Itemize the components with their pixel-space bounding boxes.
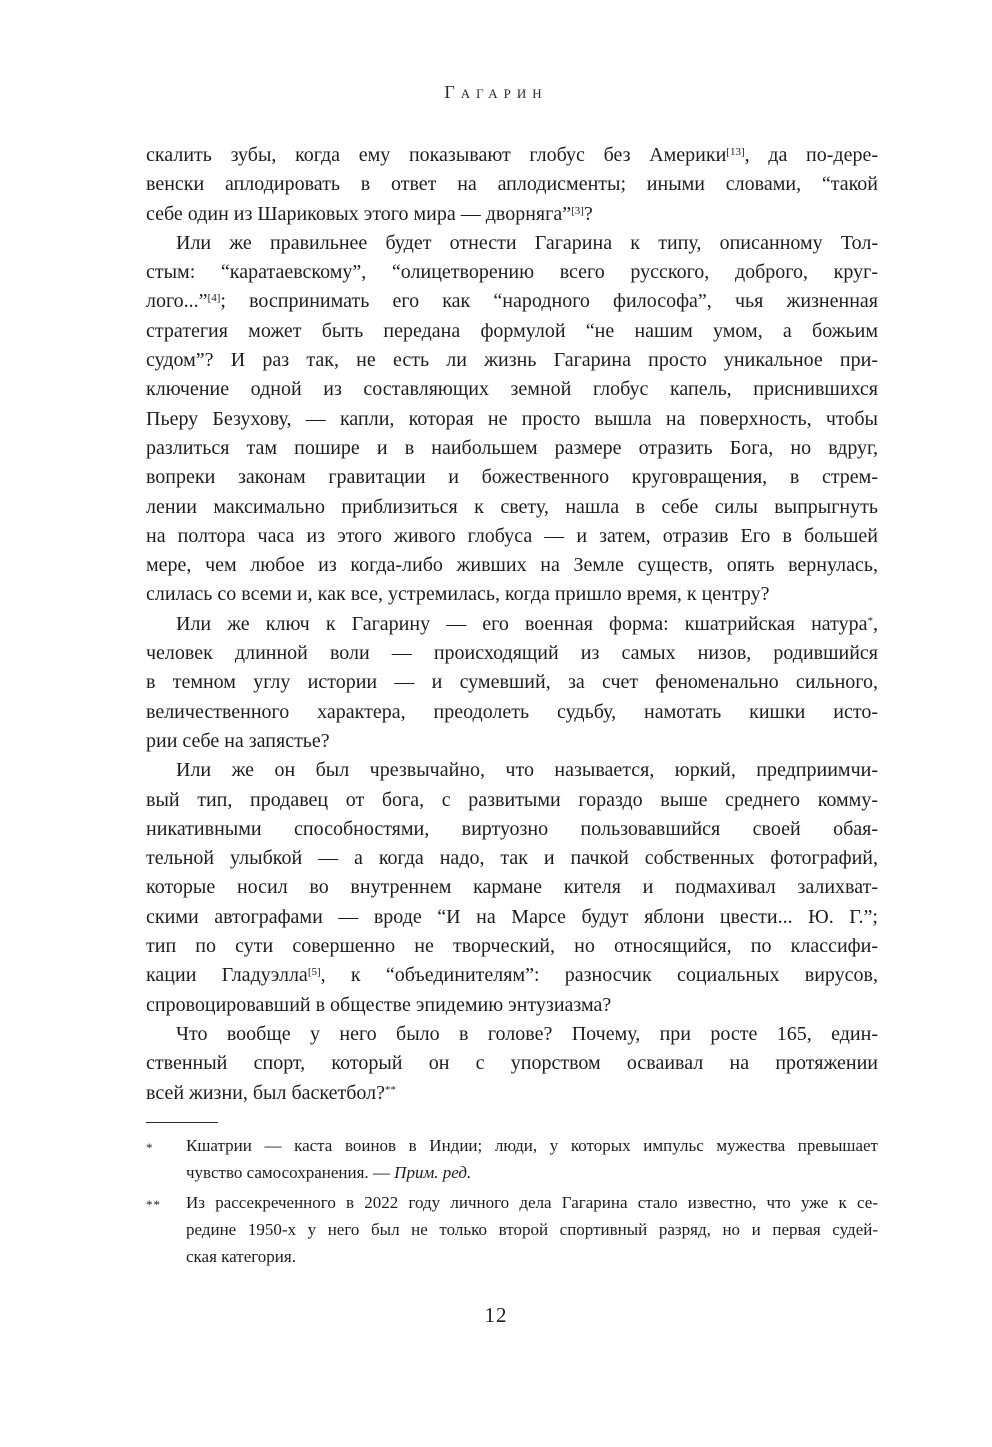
footnote-line: Кшатрии — каста воинов в Индии; люди, у которых импульс мужества превышает	[186, 1135, 878, 1155]
running-header: Гагарин	[444, 82, 548, 102]
text-line: Или же правильнее будет отнести Гагарина к типу, описанному Тол-	[176, 231, 878, 254]
text-line: которые носил во внутреннем кармане кителя и подмахивал залихват-	[146, 876, 878, 899]
text-line: человек длинной воли — происходящий из самых низов, родившийся	[146, 642, 878, 665]
text-line: вопреки законам гравитации и божественного круговращения, в стрем-	[146, 466, 878, 489]
text-line: рии себе на запястье?	[146, 729, 330, 752]
text-line: мере, чем любое из когда-либо живших на Земле существ, опять вернулась,	[146, 554, 878, 577]
text-line: кации Гладуэлла[5], к “объединителям”: разносчик социальных вирусов,	[146, 964, 878, 987]
text-line: лении максимально приблизиться к свету, нашла в себе силы выпрыгнуть	[146, 495, 878, 518]
text-line: спровоцировавший в обществе эпидемию энтузиазма?	[146, 993, 612, 1016]
text-line: ключение одной из составляющих земной глобус капель, приснившихся	[146, 378, 878, 401]
footnote	[146, 1132, 878, 1186]
text-line: стым: “каратаевскому”, “олицетворению всего русского, доброго, круг-	[146, 261, 878, 284]
text-line: Пьеру Безухову, — капли, которая не просто вышла на поверхность, чтобы	[146, 407, 878, 430]
footnote-line: редине 1950-х у него был не только второй спортивный разряд, но и первая судей-	[186, 1219, 878, 1239]
footnote	[146, 1189, 878, 1270]
text-line: всей жизни, был баскетбол?**	[146, 1081, 396, 1104]
text-line: скими автографами — вроде “И на Марсе будут яблони цвести... Ю. Г.”;	[146, 905, 878, 928]
text-line: ственный спорт, который он с упорством осваивал на протяжении	[146, 1052, 878, 1075]
text-line: венски аплодировать в ответ на аплодисменты; иными словами, “такой	[146, 173, 878, 196]
footnote-separator	[146, 1122, 218, 1123]
text-line: стратегия может быть передана формулой “не нашим умом, а божьим	[146, 319, 878, 342]
body-text	[146, 141, 878, 1108]
text-line: скалить зубы, когда ему показывают глобус без Америки[13], да по-дере-	[146, 144, 878, 166]
text-line: величественного характера, преодолеть судьбу, намотать кишки исто-	[146, 700, 878, 723]
text-line: судом”? И раз так, не есть ли жизнь Гагарина просто уникальное при-	[146, 349, 878, 372]
text-line: тельной улыбкой — а когда надо, так и пачкой собственных фотографий,	[146, 847, 878, 870]
text-line: вый тип, продавец от бога, с развитыми гораздо выше среднего комму-	[146, 788, 878, 811]
text-line: на полтора часа из этого живого глобуса — и затем, отразив Его в большей	[146, 524, 878, 547]
text-line: Или же ключ к Гагарину — его военная форма: кшатрийская натура*,	[176, 612, 878, 635]
text-line: никативными способностями, виртуозно пользовавшийся своей обая-	[146, 817, 878, 840]
text-line: Или же он был чрезвычайно, что называется, юркий, предприимчи-	[176, 759, 878, 782]
footnote-text	[186, 1132, 878, 1186]
text-line: слилась со всеми и, как все, устремилась, когда пришло время, к центру?	[146, 583, 770, 606]
footnote-text	[186, 1189, 878, 1270]
footnote-line: ская категория.	[186, 1246, 296, 1266]
footnote-marker: *	[146, 1139, 154, 1155]
footnote-marker: **	[146, 1196, 161, 1212]
footnotes	[146, 1132, 878, 1270]
text-line: лого...”[4]; воспринимать его как “народного философа”, чья жизненная	[146, 290, 878, 313]
text-line: себе один из Шариковых этого мира — дворняга”[3]?	[146, 202, 593, 225]
text-line: в темном углу истории — и сумевший, за счет феноменально сильного,	[146, 671, 878, 694]
footnote-line: чувство самосохранения. — Прим. ред.	[186, 1162, 472, 1182]
footnote-line: Из рассекреченного в 2022 году личного дела Гагарина стало известно, что уже к се-	[186, 1192, 878, 1212]
text-line: тип по сути совершенно не творческий, но относящийся, по классифи-	[146, 935, 878, 958]
text-line: разлиться там пошире и в наибольшем размере отразить Бога, но вдруг,	[146, 436, 878, 459]
text-line: Что вообще у него было в голове? Почему, при росте 165, един-	[176, 1022, 878, 1045]
page-number: 12	[484, 1303, 508, 1327]
